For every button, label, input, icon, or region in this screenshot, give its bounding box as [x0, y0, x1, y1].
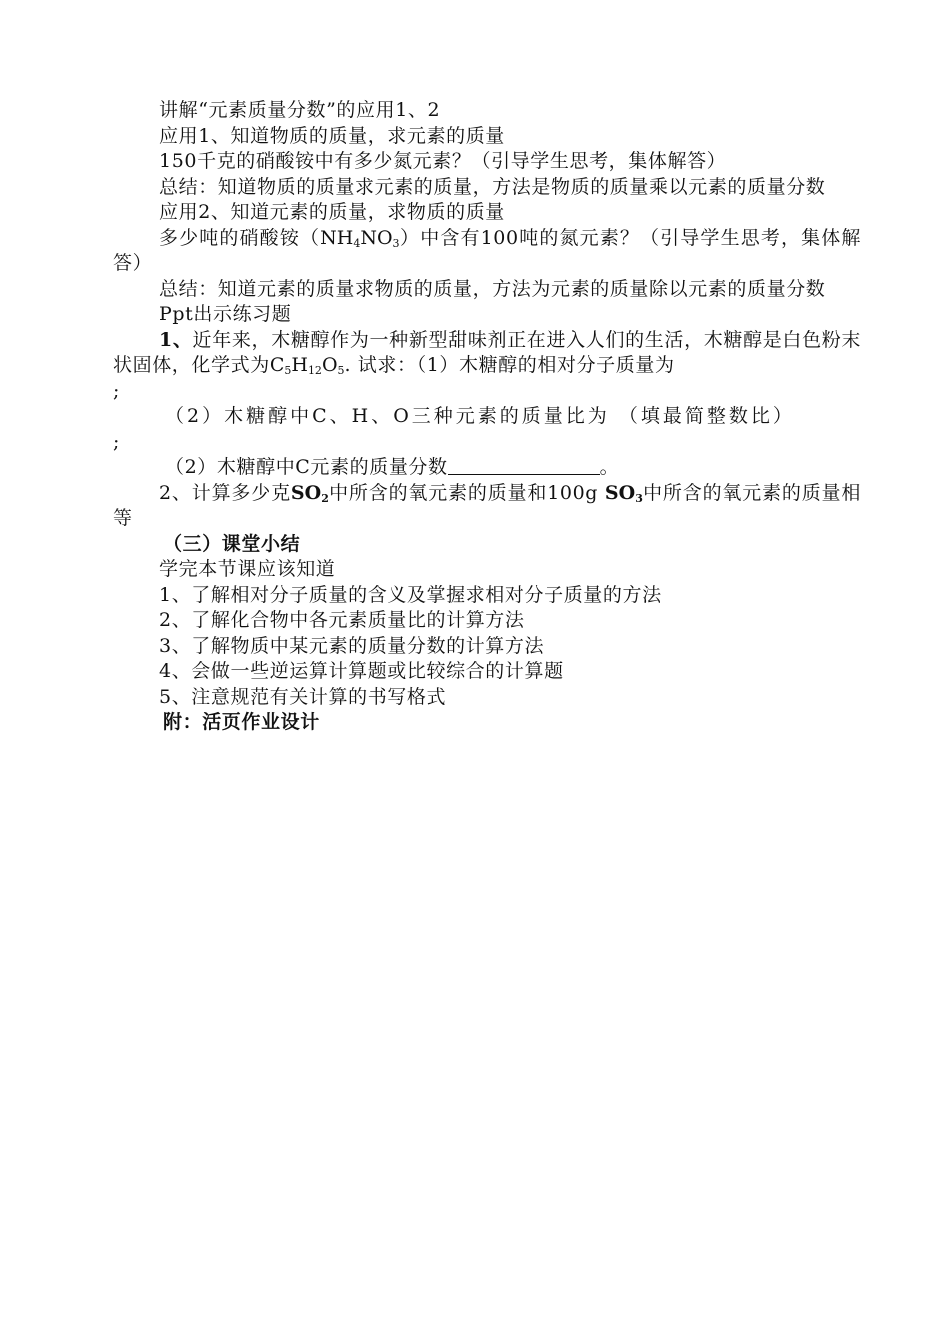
application-2-summary: 总结：知道元素的质量求物质的质量，方法为元素的质量除以元素的质量分数 [159, 277, 826, 300]
application-2-question [113, 226, 861, 277]
question-1-part-2-semicolon: ; [113, 430, 123, 453]
application-1-summary: 总结：知道物质的质量求元素的质量，方法是物质的质量乘以元素的质量分数 [159, 175, 826, 198]
summary-item: 4、会做一些逆运算计算题或比较综合的计算题 [159, 660, 564, 682]
sulfur-trioxide-formula: $SO_3$ [604, 481, 643, 505]
application-1-question: 150千克的硝酸铵中有多少氮元素？（引导学生思考，集体解答） [159, 150, 727, 172]
ammonium-nitrate-formula: $NH_4NO_3$ [320, 226, 400, 250]
summary-item: 1、了解相对分子质量的含义及掌握求相对分子质量的方法 [159, 583, 662, 606]
summary-item: 2、了解化合物中各元素质量比的计算方法 [159, 609, 525, 631]
application-1-title: 应用1、知道物质的质量，求元素的质量 [159, 124, 505, 147]
question-1-text-post: . 试求：（1）木糖醇的相对分子质量为 [344, 354, 675, 376]
question-1-number: 1、 [159, 328, 193, 351]
question-1-part-3-text: （2）木糖醇中C元素的质量分数 [165, 456, 448, 478]
application-2-title: 应用2、知道元素的质量，求物质的质量 [159, 201, 505, 223]
question-2-post: 中所含的氧元素的质量相等 [113, 481, 861, 529]
summary-intro: 学完本节课应该知道 [159, 558, 336, 580]
xylitol-formula: $C_5H_{12}O_5$ [269, 354, 345, 377]
summary-item: 5、注意规范有关计算的书写格式 [159, 685, 447, 708]
question-1-part-2-text: （2）木糖醇中C、H、O三种元素的质量比为 （填最简整数比） [165, 405, 795, 427]
question-1 [113, 328, 861, 405]
sulfur-dioxide-formula: $SO_2$ [290, 481, 329, 505]
question-1-part-2 [113, 404, 861, 455]
appendix-heading: 附：活页作业设计 [163, 711, 320, 733]
question-1-part-3-end: 。 [599, 456, 620, 478]
application-2-question-post: ）中含有100吨的氮元素？（引导学生思考，集体解答） [113, 226, 861, 274]
application-2-question-pre: 多少吨的硝酸铵（ [159, 226, 321, 249]
summary-item: 3、了解物质中某元素的质量分数的计算方法 [159, 634, 545, 657]
document-body [113, 98, 861, 736]
question-1-semicolon: ; [113, 379, 121, 402]
intro-line: 讲解“元素质量分数”的应用1、2 [159, 99, 441, 121]
section-heading: （三）课堂小结 [163, 532, 301, 555]
question-1-part-3 [113, 455, 861, 481]
question-2 [113, 481, 861, 532]
question-2-mid: 中所含的氧元素的质量和100g [328, 481, 605, 504]
answer-blank[interactable] [448, 456, 600, 475]
question-2-pre: 2、计算多少克 [159, 481, 291, 504]
exercise-intro: Ppt出示练习题 [159, 303, 292, 325]
question-1-text-pre: 近年来，木糖醇作为一种新型甜味剂正在进入人们的生活，木糖醇是白色粉末状固体，化学式为 [113, 328, 861, 376]
